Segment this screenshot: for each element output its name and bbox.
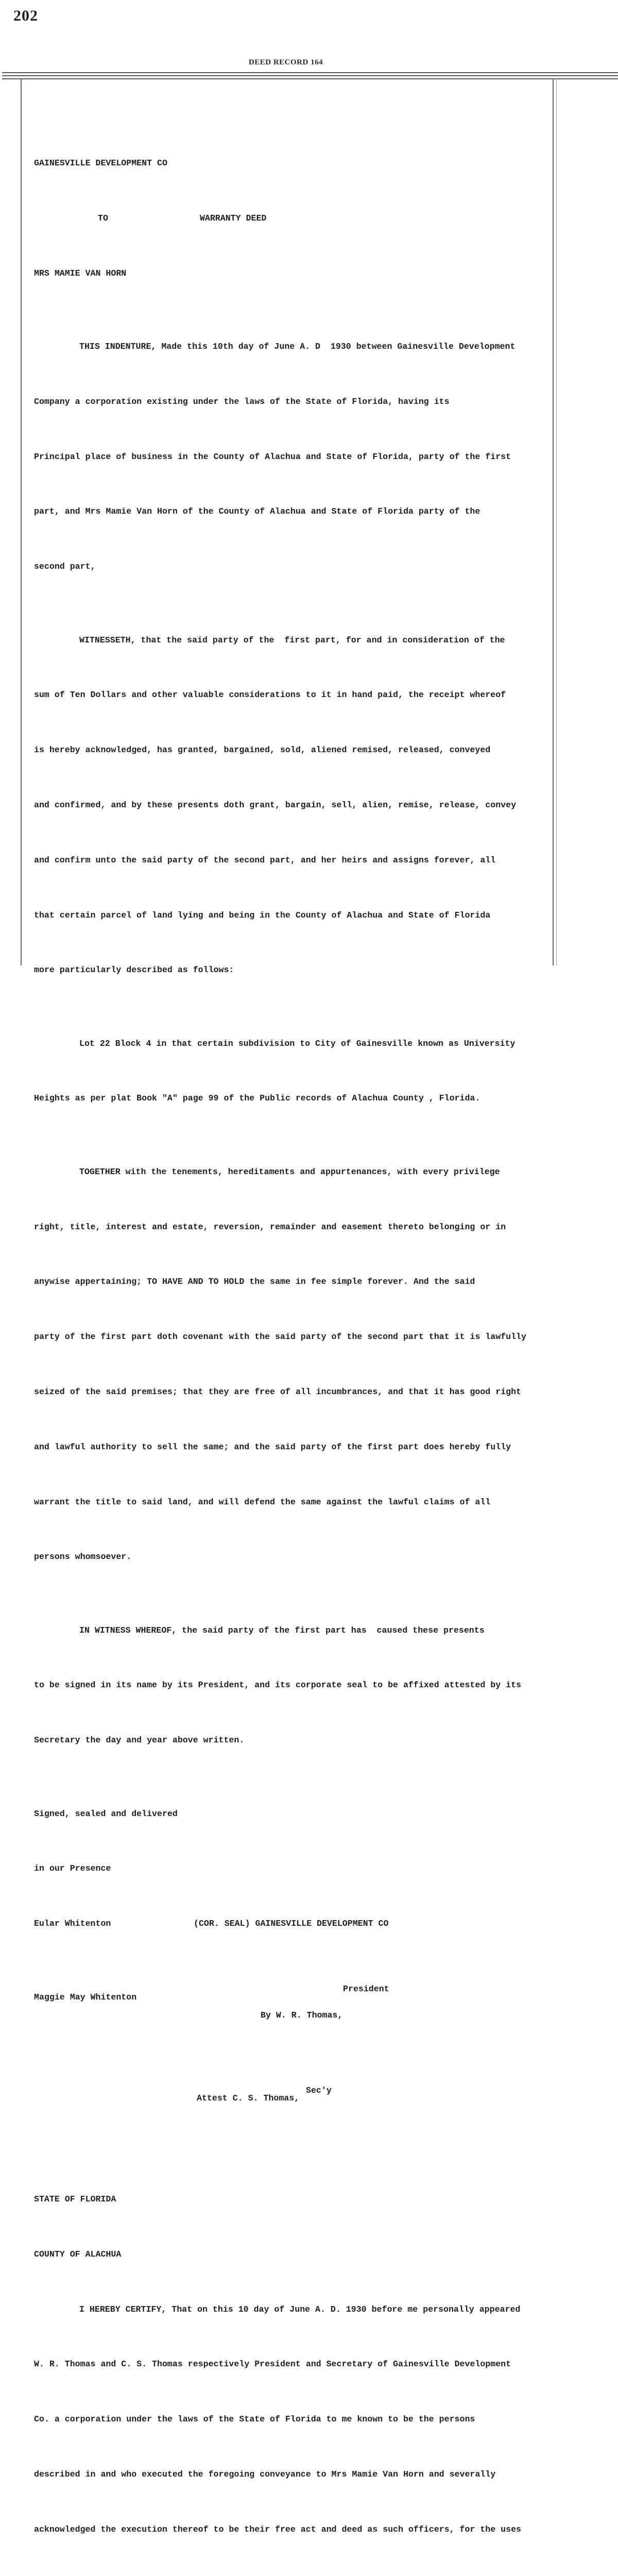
grantee-heading: MRS MAMIE VAN HORN: [34, 268, 127, 278]
county-heading: COUNTY OF ALACHUA: [34, 2249, 122, 2259]
secretary-attest: Attest C. S. Thomas,: [197, 2093, 300, 2104]
paragraph-line: TOGETHER with the tenements, hereditaments and appurtenances, with every privilege: [79, 1166, 500, 1177]
paragraph-line: Secretary the day and year above written.: [34, 1735, 245, 1745]
acknowledgment-line: W. R. Thomas and C. S. Thomas respectively President and Secretary of Gainesville Development: [34, 2359, 511, 2369]
paragraph-line: more particularly described as follows:: [34, 965, 234, 975]
grantor-heading: GAINESVILLE DEVELOPMENT CO: [34, 158, 167, 168]
witness-1: Eular Whitenton: [34, 1919, 111, 1929]
paragraph-line: IN WITNESS WHEREOF, the said party of the first part has caused these presents: [79, 1625, 485, 1635]
paragraph-line: sum of Ten Dollars and other valuable considerations to it in hand paid, the receipt whereof: [34, 690, 506, 700]
paragraph-line: and confirm unto the said party of the second part, and her heirs and assigns forever, all: [34, 855, 496, 865]
secretary-attest-row: [34, 2071, 557, 2104]
state-heading: STATE OF FLORIDA: [34, 2194, 116, 2205]
deed-body: [34, 117, 557, 2576]
paragraph-line: THIS INDENTURE, Made this 10th day of June A. D 1930 between Gainesville Development: [79, 342, 516, 352]
paragraph-line: Heights as per plat Book "A" page 99 of the Public records of Alachua County , Florida.: [34, 1093, 480, 1104]
paragraph-line: Company a corporation existing under the laws of the State of Florida, having its: [34, 396, 450, 406]
paragraph-line: Principal place of business in the County of Alachua and State of Florida, party of the first: [34, 451, 511, 462]
paragraph-line: and confirmed, and by these presents doth grant, bargain, sell, alien, remise, release, convey: [34, 800, 517, 810]
deed-record-header: DEED RECORD 164: [248, 58, 323, 66]
paragraph-line: anywise appertaining; TO HAVE AND TO HOLD the same in fee simple forever. And the said: [34, 1277, 475, 1287]
paragraph-line: persons whomsoever.: [34, 1552, 132, 1562]
paragraph-line: seized of the said premises; that they are free of all incumbrances, and that it has good right: [34, 1386, 521, 1397]
paragraph-line: warrant the title to said land, and will defend the same against the lawful claims of all: [34, 1497, 491, 1507]
presence-line: in our Presence: [34, 1863, 111, 1874]
paragraph-line: is hereby acknowledged, has granted, bargained, sold, aliened remised, released, conveyed: [34, 745, 491, 755]
acknowledgment-line: I HEREBY CERTIFY, That on this 10 day of June A. D. 1930 before me personally appeared: [79, 2304, 521, 2314]
witness-2: Maggie May Whitenton: [34, 1992, 137, 2002]
witness-seal-row: [34, 1914, 557, 1933]
header-rule: [2, 72, 618, 73]
to-line: [34, 209, 557, 228]
left-margin-line: [21, 78, 22, 965]
paragraph-line: part, and Mrs Mamie Van Horn of the County of Alachua and State of Florida party of the: [34, 506, 480, 517]
paragraph-line: Lot 22 Block 4 in that certain subdivision to City of Gainesville known as University: [79, 1038, 516, 1048]
header-rule: [2, 78, 618, 79]
acknowledgment-line: acknowledged the execution thereof to be their free act and deed as such officers, for the uses: [34, 2524, 521, 2534]
president-title: President: [343, 1984, 389, 1994]
paragraph-line: WITNESSETH, that the said party of the first part, for and in consideration of the: [79, 635, 505, 645]
acknowledgment-line: described in and who executed the foregoing conveyance to Mrs Mamie Van Horn and severally: [34, 2469, 496, 2479]
paragraph-line: second part,: [34, 562, 96, 572]
secretary-title: Sec'y: [306, 2085, 332, 2095]
paragraph-line: and lawful authority to sell the same; and the said party of the first part does hereby fully: [34, 1442, 511, 1452]
paragraph-line: that certain parcel of land lying and being in the County of Alachua and State of Florida: [34, 910, 491, 920]
corporate-seal-company: (COR. SEAL) GAINESVILLE DEVELOPMENT CO: [194, 1919, 389, 1929]
acknowledgment-line: Co. a corporation under the laws of the State of Florida to me known to be the persons: [34, 2414, 475, 2425]
to-word: TO: [98, 213, 108, 223]
paragraph-line: to be signed in its name by its President, and its corporate seal to be affixed attested by its: [34, 1680, 521, 1690]
signed-sealed-line: Signed, sealed and delivered: [34, 1808, 178, 1819]
paragraph-line: right, title, interest and estate, reversion, remainder and easement thereto belonging or in: [34, 1222, 506, 1232]
header-rule: [2, 75, 618, 76]
president-signature: By W. R. Thomas,: [261, 2010, 343, 2021]
paragraph-line: party of the first part doth covenant with the said party of the second part that it is lawfully: [34, 1332, 526, 1342]
president-signature-row: [34, 1970, 557, 2021]
deed-type: WARRANTY DEED: [199, 213, 267, 223]
page-number: 202: [13, 7, 38, 24]
